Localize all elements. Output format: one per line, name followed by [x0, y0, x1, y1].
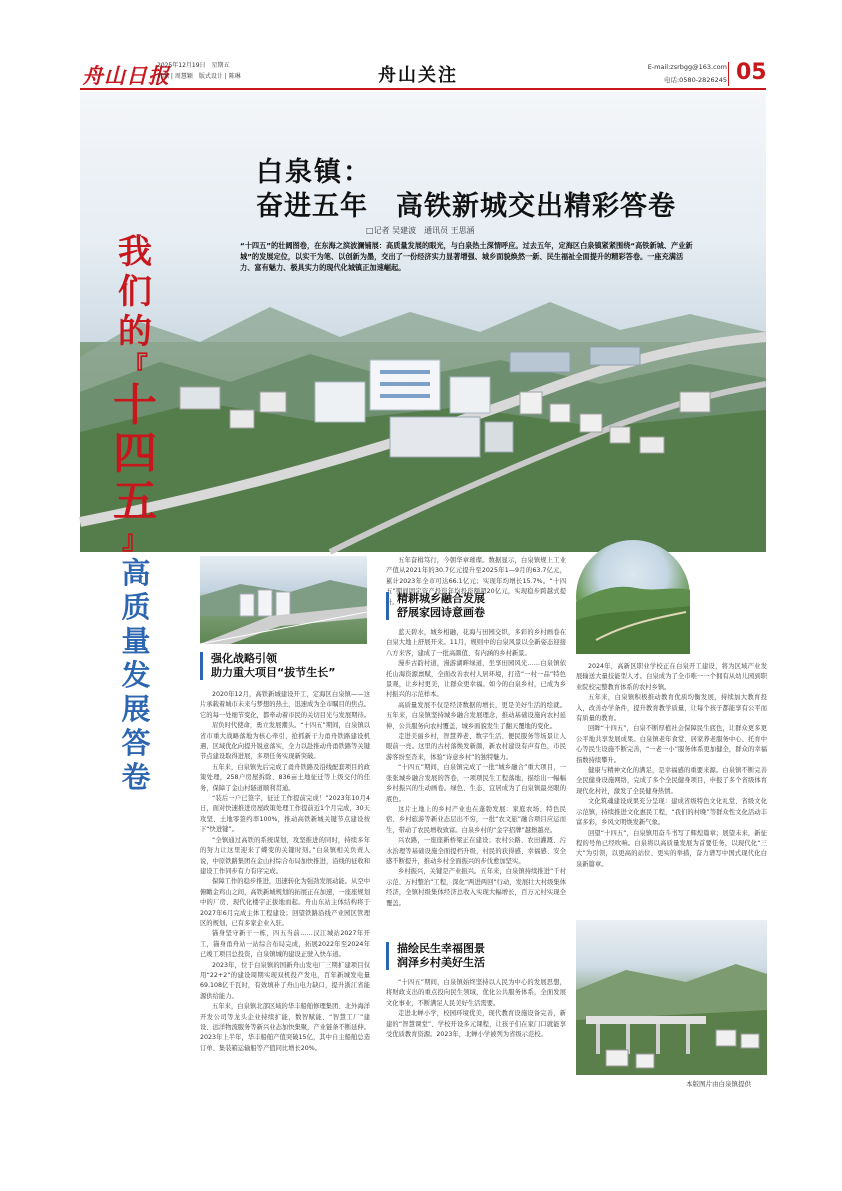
side-banner-blue [118, 556, 154, 794]
article-photo-village [576, 920, 767, 1075]
article-photo-highway [200, 556, 367, 644]
paragraph: 2023年，位于白泉镇的国新舟山发电厂三期扩建项目仅用“22+2”的建设周期实现双机投产发电，百年新城发电量69.108亿千瓦时，有效填补了舟山电力缺口，提升浙江省能源供给能力。 [200, 961, 370, 1000]
side-char: 十 [113, 380, 157, 431]
side-char: 们 [118, 272, 152, 312]
paragraph: 2024年，高新区职业学校正在白泉开工建设，将为区域产业发展输送大量技能型人才。白泉成为了全市唯一一个拥有从幼儿园到职业院校完整教育体系的农村乡镇。 [576, 663, 767, 691]
header-email: E-mail:zsrbgg@163.com [647, 63, 727, 71]
paragraph: 文化筑魂建设成果充分呈现：建成省级特色文化礼堂、省级文化示范镇，持续推进文化惠民工程，“我们的村晚”等群众性文化活动丰富多彩，乡风文明焕发新气象。 [576, 798, 767, 827]
section-heading-2 [386, 592, 485, 620]
paragraph: 五年来，白泉镇积极推动教育优质均衡发展，持续加大教育投入，改善办学条件，提升教育教学质量，让每个孩子都能享有公平而有质量的教育。 [576, 694, 767, 723]
side-char: 五 [113, 476, 157, 527]
article-photo-hill-circle [576, 540, 690, 654]
lead-paragraph: “十四五”的壮阔图卷，在东海之滨波澜铺展：高质量发展的眼光，与白泉热土深情呼应。过去五年，定海区白泉镇紧紧围绕“高铁新城、产业新城”的发展定位，以实干为笔、以创新为墨，交出了一份经济实力显著增强、城乡面貌焕然一新、民生福祉全面提升的精彩答卷。一座充满活力、富有魅力、极具实力的现代化城镇正加速崛起。 [240, 241, 693, 272]
paragraph: 走进美丽乡村，智慧养老、数字生活、便民服务等场景让人眼前一亮。这里的古村落焕发新颜，新农村建设有声有色，市民游客纷至沓来，体验“诗意乡村”的独特魅力。 [386, 733, 566, 761]
side-char: 』 [121, 526, 148, 556]
highway-illustration [200, 556, 367, 644]
paragraph: 锚身坚守新干一栋，四五当前……汉江城站2027年开工，锚身甬舟站一站综合布局完成，拓展2022年至2024年已竣工项目总投资，白泉镇城的建设正驶入快车道。 [200, 930, 370, 959]
section-heading-line: 精耕城乡融合发展 [397, 592, 485, 605]
section-heading-line: 强化战略引领 [211, 652, 277, 665]
section-heading-line: 助力重大项目“拔节生长” [211, 666, 336, 679]
paragraph: 五年奋楫笃行，今朝华章璀璨。数据显示，白泉镇规上工业产值从2021年的30.7亿元提升至2025年1—9月的63.7亿元，累计2023年全市可达66.1亿元；实现年均增长15.7%。“十四五”期间固定资产投资年均投资额超20亿元，实现稳步跨越式提升。 [386, 557, 566, 606]
side-char: 量 [121, 624, 151, 658]
side-char: 四 [113, 428, 157, 479]
paragraph: “全镇通过高铁的系统谋划，攻坚推进的同时，持续多年的努力让这里迎来了蝶变的关键时刻。”白泉镇相关负责人说，中原铁路集团在金山村综合布局加快推进，沿线的征收和建设工作同步有力有序完成。 [200, 836, 371, 875]
paragraph: 回眸“十四五”，白泉不断厚植社会保障民生底色，让群众更多更公平地共享发展成果。白泉镇老年食堂、居家养老服务中心、托育中心等民生设施不断完善，“一老一小”服务体系更加健全，群众的幸福指数持续攀升。 [576, 725, 767, 764]
side-char: 的 [118, 312, 152, 352]
section-title: 舟山关注 [378, 65, 458, 86]
side-char: 高 [121, 556, 151, 590]
side-char: 卷 [121, 760, 151, 794]
paragraph: 乡村振兴，关键是产业振兴。五年来，白泉镇持续推进“千村示范、万村整治”工程，深化“两进两回”行动，发展壮大村级集体经济，全镇村级集体经济总收入实现大幅增长，百万元村实现全覆盖。 [386, 868, 566, 907]
section-2-body [386, 628, 566, 928]
paragraph: 眉负时代使命，勇立发展潮头。“十四五”期间，白泉镇以省市重大战略落地为核心牵引，抢抓新干力甬舟铁路建设机遇，区域优化向提升锐意落实，全力以赴推动舟甬铁路等关键节点建设取得进展，多项任务实现新突破。 [200, 722, 371, 761]
paragraph: 五年来，白泉镇北部区域的华丰船舶修理集团、北外海洋开发公司等龙头企业持续扩能，数智赋能、“智慧工厂”建设、远洋物流服务等新兴业态加快集聚，产业链条不断延伸。2023年上半年，华丰船舶产值突破15亿，其中自主船舶总造订单、集装箱运输船等产值同比增长20%。 [200, 1003, 371, 1052]
paragraph: “十四五”期间，白泉镇完成了一批“城乡融合”重大项目，一张张城乡融合发展的答卷，一项项民生工程落地，描绘出一幅幅乡村振兴的生动画卷。绿色、生态、宜居成为了白泉镇最亮眼的底色。 [386, 764, 566, 803]
side-char: 答 [121, 726, 151, 760]
section-4-body [576, 662, 767, 914]
side-banner-red [112, 232, 158, 556]
side-char: 质 [121, 590, 151, 624]
section-1-body [200, 690, 370, 1090]
header-rule [80, 88, 766, 90]
section-heading-1 [200, 652, 335, 680]
paragraph: 2020年12月，高铁新城建设开工，定海区白泉镇——这片承载着城市未来与梦想的热土，迅速成为全市瞩目的焦点。它的每一处细节变化，都牵动着市民的关切目光与发展期待。 [200, 691, 371, 719]
hill-illustration [576, 540, 690, 654]
paragraph: 保障工作的稳步推进，迅速转化为强劲发展动能。从空中俯瞰金鸡山之间，高铁新城规划的拓展正在加速，一座座规划中的厂房、现代化楼宇正拔地而起。舟山东站主体结构将于2027年6月完成主体工程建设；回望铁路沿线产业园区管理区的规划，已有多家企业入驻。 [200, 878, 371, 927]
paragraph: 五年来，白泉镇先后完成了甬舟铁路及沿线配套项目的政策处理，258户房屋拆除、836亩土地征迁等上级交付的任务，保障了金山村隧道顺利贯通。 [200, 763, 370, 792]
header-phone: 电话:0580-2826245 [663, 76, 727, 84]
paragraph: 健康与精神文化的满足，是幸福感的重要来源。白泉镇不断完善全民健身设施网络，完成了多个全民健身项目，申报了多个省级体育现代化村社，激发了全民健身热情。 [576, 767, 767, 795]
header-date: 2025年12月19日 星期五 [157, 62, 230, 69]
side-char: 展 [121, 692, 151, 726]
section-heading-line: 舒展家园诗意画卷 [397, 606, 485, 619]
paragraph: 漫步古韵村道，漫游湖畔绿道，坐享田园风光……白泉镇依托山海资源禀赋，全面改善农村人居环境，打造“一村一品”特色景观，让乡村更美，让群众更幸福。如今的白泉乡村，已成为乡村振兴的示范样本。 [386, 660, 566, 699]
side-char: 『 [121, 352, 148, 382]
side-char: 发 [121, 658, 151, 692]
paragraph: 高质量发展不仅是经济数据的增长，更是美好生活的绘就。五年来，白泉镇坚持城乡融合发展理念，推动基础设施向农村延伸、公共服务向农村覆盖，城乡面貌发生了翻天覆地的变化。 [386, 701, 566, 730]
section-heading-3 [386, 942, 485, 970]
headline-line-1: 白泉镇： [256, 157, 372, 188]
paragraph: 兴农路，一座座新桥梁正在建设；农村公路、农田灌溉、污水治理等基础设施全面提档升级，村民的获得感、幸福感、安全感不断提升，推动乡村全面振兴的步伐愈加坚实。 [386, 837, 566, 865]
hero-landscape [80, 92, 766, 552]
header-divider [728, 62, 729, 86]
village-illustration [576, 920, 767, 1075]
section-heading-line: 润泽乡村美好生活 [397, 956, 485, 969]
paragraph: “十四五”期间，白泉镇始终坚持以人民为中心的发展思想，将财政支出的重点投向民生领域，优化公共服务体系，全面发展文化事业，不断满足人民美好生活需要。 [386, 979, 566, 1007]
byline: □记者 吴建波 通讯员 王思涵 [366, 226, 475, 235]
section-heading-line: 描绘民生幸福图景 [397, 942, 485, 955]
masthead-logo: 舟山日报 [82, 63, 170, 88]
photo-credit: 本版图片由白泉镇提供 [686, 1080, 751, 1088]
hero-photo [80, 92, 766, 552]
paragraph: 蓝天碧水，城乡相融，花海与田园交织，多彩的乡村画卷在白泉大地上舒展开来。11月，规则中的白泉风景以全新姿态迎接八方来客，建成了一批高颜值、有内涵的乡村新景。 [386, 629, 566, 657]
headline-line-2: 奋进五年 高铁新城交出精彩答卷 [256, 191, 676, 222]
paragraph: “装后一户已签字，征迁工作提前完成！”2023年10月4日，面对快速推进房屋政策处理工作提前近1个月完成，30天攻坚、土地零签约率100%，推动高铁新城关键节点建设按下“快进键”。 [200, 795, 370, 834]
section-3-body [386, 978, 566, 1090]
header-editor: 责编 | 周慧颖 版式设计 | 陈琳 [157, 73, 241, 80]
page-number: 05 [736, 60, 767, 85]
paragraph: 走进北蝉小学，校园环境优美，现代教育设施设备完善，新建的“智慧课堂”、学校开设多元课程，让孩子们在家门口就能享受优质教育资源。2023年，北蝉小学被列为省级示范校。 [386, 1010, 566, 1039]
paragraph: 回望“十四五”，白泉镇用奋斗书写了辉煌篇章；展望未来，新征程的号角已经吹响。白泉将以高质量发展为首要任务，以现代化“三大”为引领，以更高的站位、更实的举措，奋力谱写中国式现代化白泉新篇章。 [576, 829, 767, 868]
paragraph: 这片土地上的乡村产业也在蓬勃发展：家庭农场、特色民宿、乡村旅游等新业态层出不穷，一批“农文旅”融合项目应运而生，带动了农民增收致富。白泉乡村的“金字招牌”越擦越亮。 [386, 805, 566, 834]
side-char: 我 [118, 232, 152, 272]
